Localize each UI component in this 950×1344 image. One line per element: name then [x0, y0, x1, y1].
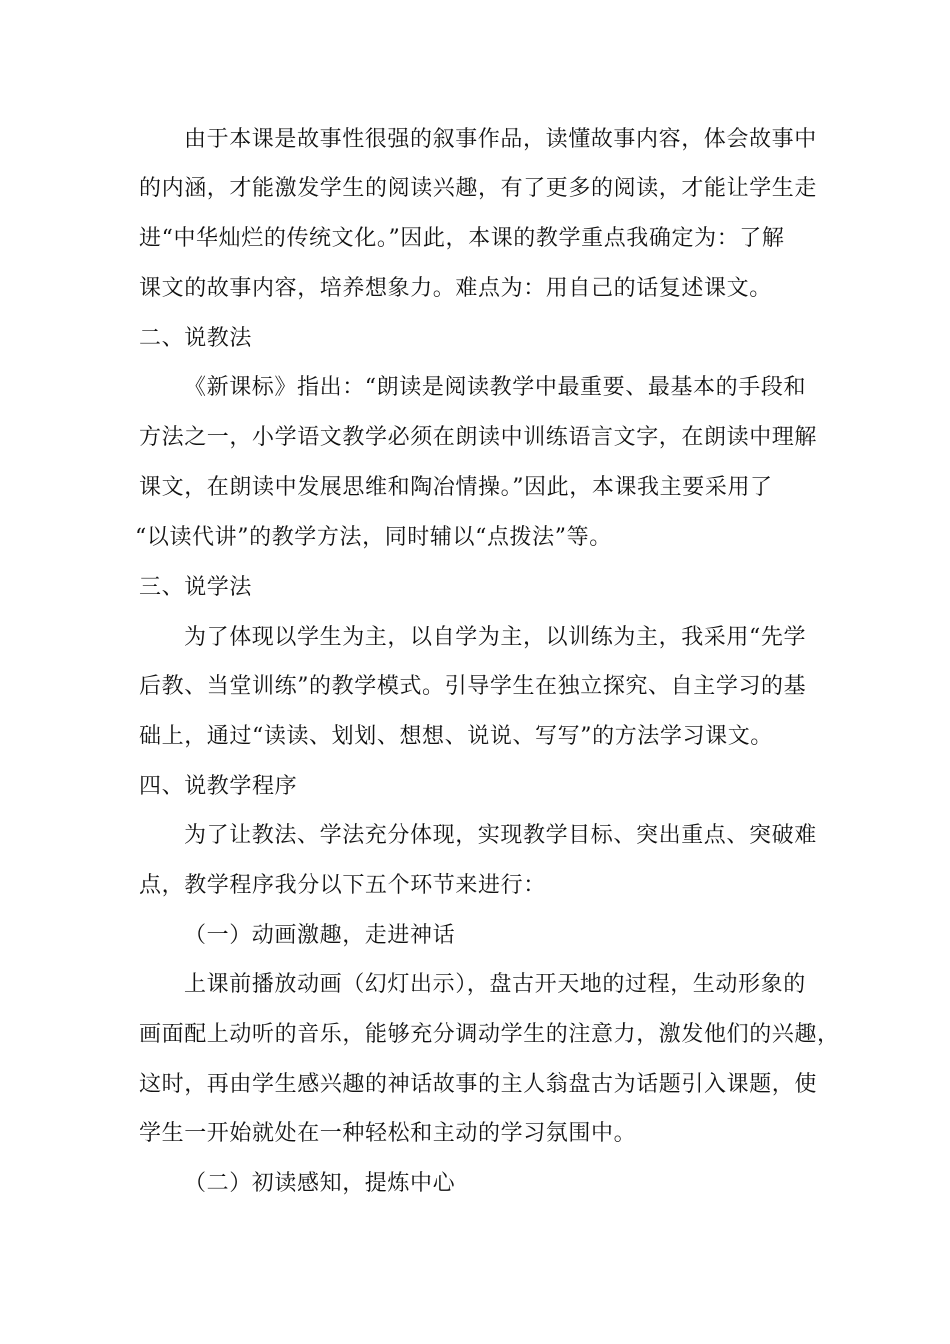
paragraph-line: 画面配上动听的音乐，能够充分调动学生的注意力，激发他们的兴趣，	[139, 1022, 840, 1047]
paragraph-line: 为了体现以学生为主，以自学为主，以训练为主，我采用“先学	[184, 625, 807, 650]
subsection-heading: （一）动画激趣，走进神话	[184, 923, 456, 948]
paragraph-line: 进“中华灿烂的传统文化。”因此，本课的教学重点我确定为：了解	[139, 226, 785, 251]
section-heading: 四、说教学程序	[139, 774, 298, 799]
paragraph-line: 后教、当堂训练”的教学模式。引导学生在独立探究、自主学习的基	[139, 674, 807, 699]
paragraph-line: 这时，再由学生感兴趣的神话故事的主人翁盘古为话题引入课题，使	[139, 1072, 818, 1097]
section-heading: 三、说学法	[139, 575, 253, 600]
paragraph-line: 课文，在朗读中发展思维和陶冶情操。”因此，本课我主要采用了	[139, 475, 773, 500]
paragraph-line: 上课前播放动画（幻灯出示），盘古开天地的过程，生动形象的	[184, 972, 806, 997]
paragraph-line: 由于本课是故事性很强的叙事作品，读懂故事内容，体会故事中	[184, 127, 817, 152]
subsection-heading: （二）初读感知，提炼中心	[184, 1171, 456, 1196]
paragraph-line: 的内涵，才能激发学生的阅读兴趣，有了更多的阅读，才能让学生走	[139, 176, 818, 201]
paragraph-line: 《新课标》指出：“朗读是阅读教学中最重要、最基本的手段和	[184, 375, 807, 400]
paragraph-line: “以读代讲”的教学方法，同时辅以“点拨法”等。	[135, 525, 612, 550]
paragraph-line: 为了让教法、学法充分体现，实现教学目标、突出重点、突破难	[184, 823, 817, 848]
paragraph-line: 课文的故事内容，培养想象力。难点为：用自己的话复述课文。	[139, 276, 772, 301]
section-heading: 二、说教法	[139, 326, 253, 351]
paragraph-line: 学生一开始就处在一种轻松和主动的学习氛围中。	[139, 1121, 637, 1146]
paragraph-line: 础上，通过“读读、划划、想想、说说、写写”的方法学习课文。	[139, 724, 773, 749]
paragraph-line: 方法之一，小学语文教学必须在朗读中训练语言文字，在朗读中理解	[139, 425, 818, 450]
paragraph-line: 点，教学程序我分以下五个环节来进行：	[139, 873, 546, 898]
